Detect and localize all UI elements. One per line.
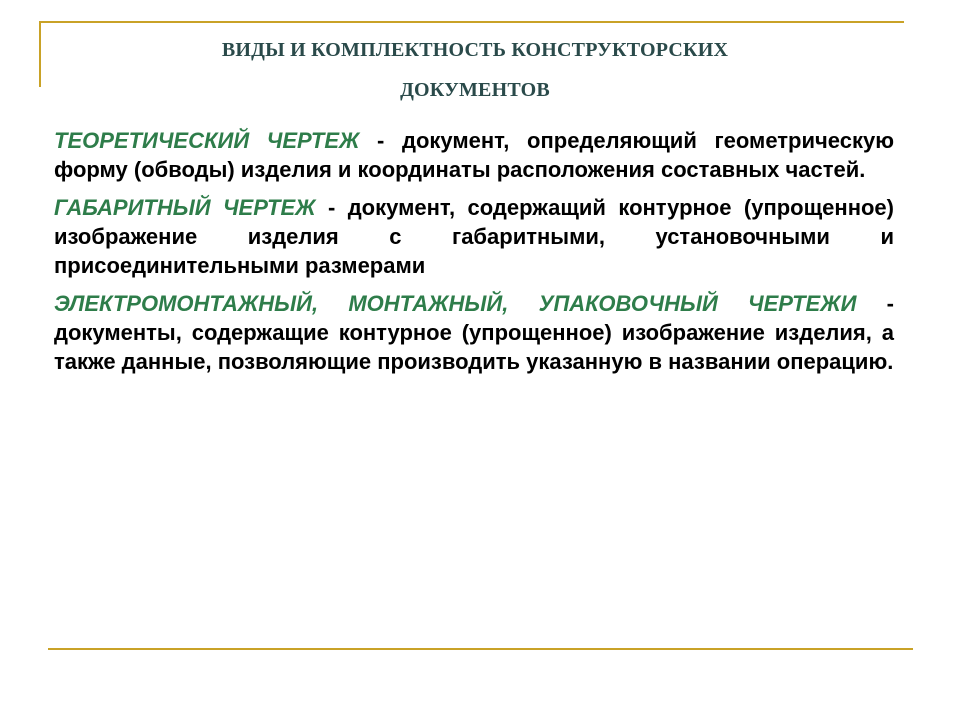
slide-title [100,30,850,110]
definition-theoretical-drawing: - документ, определяющий геометрическую форму (обводы) изделия и координаты расположения составных частей. [54,128,894,182]
paragraph-assembly-drawings [54,289,894,376]
term-theoretical-drawing: ТЕОРЕТИЧЕСКИЙ ЧЕРТЕЖ [54,128,360,153]
title-line-2: ДОКУМЕНТОВ [400,79,550,101]
top-rule [39,21,904,23]
term-overall-drawing: ГАБАРИТНЫЙ ЧЕРТЕЖ [54,195,316,220]
definition-overall-drawing: - документ, содержащий контурное (упрощенное) изображение изделия с габаритными, установочными и присоединительными размерами [54,195,894,278]
paragraph-theoretical-drawing [54,126,894,184]
slide-body [54,126,894,385]
paragraph-overall-drawing [54,193,894,280]
bottom-rule [48,648,913,650]
title-line-1: ВИДЫ И КОМПЛЕКТНОСТЬ КОНСТРУКТОРСКИХ [221,39,729,61]
left-rule [39,21,41,87]
definition-assembly-drawings: - документы, содержащие контурное (упрощенное) изображение изделия, а также данные, позволяющие производить указанную в названии операцию. [54,291,894,374]
term-assembly-drawings: ЭЛЕКТРОМОНТАЖНЫЙ, МОНТАЖНЫЙ, УПАКОВОЧНЫЙ ЧЕРТЕЖИ [54,291,857,316]
